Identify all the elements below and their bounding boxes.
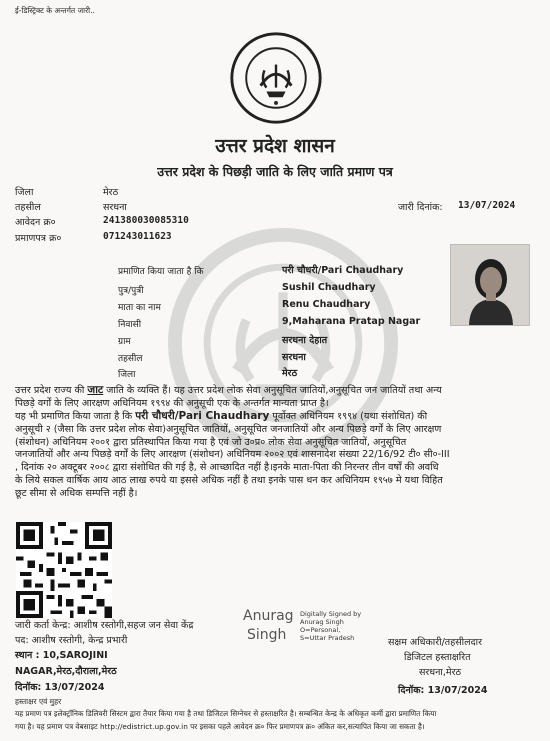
sign-detail: Anurag Singh: [300, 618, 344, 626]
district-label: जिला: [15, 187, 34, 198]
seal-text: [252, 44, 292, 52]
issuer-place-line2: NAGAR,मेरठ,दौराला,मेरठ: [15, 666, 117, 677]
issuer-center: जारी कर्ता केन्द्र: आशीष रस्तोगी,सहज जन सेवा केंद्र: [15, 620, 194, 631]
detail-value: सरधना देहात: [282, 335, 328, 346]
caste-name: जाट: [87, 384, 104, 396]
applicant-name: परी चौधरी/Pari Chaudhary: [135, 410, 270, 422]
detail-label: निवासी: [118, 320, 142, 330]
text: उत्तर प्रदेश राज्य की: [15, 385, 88, 396]
detail-label: ग्राम: [118, 337, 131, 347]
detail-value: मेरठ: [282, 368, 298, 379]
sign-detail: Digitally Signed by: [300, 610, 362, 618]
text: जनजातियों और अन्य पिछड़े वर्गों के लिए आरक्षण (संशोधन) अधिनियम २००२ एवं शासनादेश संख्या 22/16/92 टी० सी०-III: [15, 449, 450, 461]
detail-label: प्रमाणित किया जाता है कि: [118, 267, 204, 277]
exemption-paragraph: [15, 410, 535, 501]
text: (संशोधन) अधिनियम २००१ द्वारा प्रतिस्थापित किया गया है एवं जो उ०प्र० लोक सेवा अनुसूचित जातियों, अनुसूचित: [15, 436, 407, 448]
certificate-title: उत्तर प्रदेश के पिछड़ी जाति के लिए जाति प्रमाण पत्र: [157, 164, 393, 179]
text: , दिनांक २० अक्टूबर २००८ द्वारा संशोधित की गई है, से आच्छादित नहीं है।इनके माता-पिता की निरन्तर तीन वर्षों की अवधि: [15, 462, 439, 474]
certificate-number-label: प्रमाणपत्र क्र०: [15, 233, 62, 244]
detail-label: माता का नाम: [118, 303, 161, 313]
text: के लिये सकल वार्षिक आय आठ लाख रुपये या इससे अधिक नहीं है तथा इनके पास धन कर अधिनियम १९५७ मे यथा विहित: [15, 474, 443, 486]
issue-date: 13/07/2024: [458, 200, 516, 211]
sign-and-seal-label: हस्ताक्षर एवं मुहर: [15, 697, 62, 706]
authority-sign-status: डिजिटल हस्ताक्षरित: [404, 652, 471, 663]
signer-name-line2: Singh: [247, 627, 287, 643]
issue-date-label: जारी दिनांक:: [398, 202, 443, 213]
signer-name-line1: Anurag: [243, 608, 294, 624]
text: अनुसूची २ (जैसा कि उत्तर प्रदेश लोक सेवा)अनुसूचित जातियों, अनुसूचित जनजातियों और अन्य पिछड़े वर्गों के लिए आरक्षण: [15, 423, 442, 435]
application-label: आवेदन क्र०: [15, 217, 56, 228]
text: छूट सीमा से अधिक सम्पत्ति नहीं है।: [15, 487, 138, 499]
issuer-post: पद: आशीष रस्तोगी, केन्द्र प्रभारी: [15, 635, 128, 646]
sign-detail: O=Personal,: [300, 626, 341, 634]
caste-paragraph: [15, 384, 535, 411]
detail-label: जिला: [118, 370, 136, 380]
authority-place: सरधना,मेरठ: [419, 667, 461, 678]
govt-title: उत्तर प्रदेश शासन: [215, 135, 335, 157]
text: पिछड़े वर्गों के लिए आरक्षण अधिनियम १९९४ की अनुसूची एक के अन्तर्गत मान्यता प्राप्त है।: [15, 397, 329, 409]
footer-line1: यह प्रमाण पत्र इलेक्ट्रॉनिक डिलिवरी सिस्टम द्वारा तैयार किया गया है तथा डिजिटल सिग्नेचर से हस्ताक्षरित है। सम्बन्धित केन्द्र के अधिकृत कर्मी द्वारा प्रमाणित किया: [15, 709, 437, 718]
detail-value: सरधना: [282, 352, 306, 363]
detail-label: पुत्र/पुत्री: [118, 286, 144, 296]
edistrict-note: ई-डिस्ट्रिक्ट के अन्तर्गत जारी..: [15, 6, 95, 15]
applicant-photo: [450, 244, 530, 326]
text: पूर्वोक्त अधिनियम १९९४ (यथा संशोधित) की: [269, 411, 428, 422]
district-value: मेरठ: [103, 187, 119, 198]
text: यह भी प्रमाणित किया जाता है कि: [15, 411, 136, 422]
authority-title: सक्षम अधिकारी/तहसीलदार: [388, 637, 482, 648]
certificate-number: 071243011623: [103, 231, 172, 242]
detail-value: 9,Maharana Pratap Nagar: [282, 316, 421, 327]
application-number: 241380030085310: [103, 215, 189, 226]
tehsil-label: तहसील: [15, 202, 41, 213]
text: जाति के व्यक्ति हैं। यह उत्तर प्रदेश लोक सेवा अनुसूचित जातियों,अनुसूचित जन जातियों तथा अन्य: [103, 385, 442, 396]
issuer-place-line1: स्थान : 10,SAROJINI: [15, 650, 108, 661]
detail-value: Renu Chaudhary: [282, 299, 371, 310]
sign-detail: S=Uttar Pradesh: [300, 634, 355, 642]
issuer-date: दिनॉक: 13/07/2024: [15, 682, 105, 693]
detail-label: तहसील: [118, 354, 143, 364]
tehsil-value: सरधना: [103, 202, 127, 213]
detail-value: परी चौधरी/Pari Chaudhary: [282, 265, 404, 276]
footer-line2: गया है। यह प्रमाण पत्र वेबसाइट http://edistrict.up.gov.in पर इसका पहले आवेदन क्र० फिर प्रमाणपत्र क्र० अंकित कर,सत्यापित किया जा सकता है।: [15, 722, 425, 731]
verification-qr-code: [16, 522, 112, 618]
detail-value: Sushil Chaudhary: [282, 282, 376, 293]
authority-date: दिनॉक: 13/07/2024: [398, 685, 488, 696]
